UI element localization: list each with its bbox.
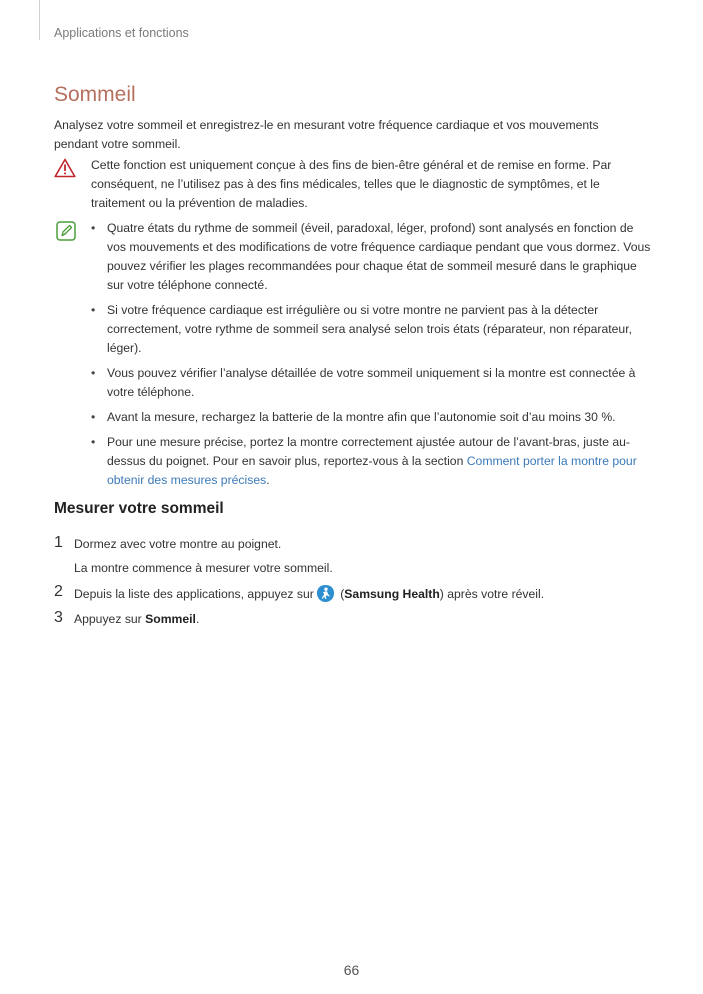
warning-triangle-icon [54, 158, 76, 178]
warning-text: Cette fonction est uniquement conçue à des fins de bien-être général et de remise en forme. Par conséquent, ne l’utilisez pas à des fins médicales, telles que le diagnostic de symptômes, et le traitement ou la prévention de maladies. [91, 158, 612, 210]
note-item-end: . [266, 473, 270, 487]
note-item-text: Pour une mesure précise, portez la montre correctement ajustée autour de l’avant-bras, juste au-dessus du poignet. Pour en savoir plus, reportez-vous à la section [107, 435, 630, 468]
header-section: Applications et fonctions [54, 26, 189, 40]
step-number: 3 [54, 609, 63, 626]
step-text: ( [336, 587, 345, 601]
header-rule [39, 0, 40, 40]
step-1 [54, 535, 654, 578]
step-text-end: ) après votre réveil. [439, 587, 545, 601]
page-title: Sommeil [54, 83, 136, 106]
step-3 [54, 610, 654, 629]
note-item: • Si votre fréquence cardiaque est irrégulière ou si votre montre ne parvient pas à la détecter correctement, votre rythme de sommeil sera analysé selon trois états (réparateur, non réparateur, léger). [91, 301, 654, 358]
notes-list [54, 219, 654, 490]
step-subtext: La montre commence à mesurer votre sommeil. [74, 561, 333, 575]
warning-block [54, 156, 649, 213]
note-pencil-icon [56, 221, 76, 241]
step-text: Depuis la liste des applications, appuyez sur [74, 587, 314, 601]
step-text: Appuyez sur [74, 612, 146, 626]
subsection-title: Mesurer votre sommeil [54, 500, 224, 517]
note-item: • Vous pouvez vérifier l’analyse détaillée de votre sommeil uniquement si la montre est connectée à votre téléphone. [91, 364, 654, 402]
note-item: • Quatre états du rythme de sommeil (éveil, paradoxal, léger, profond) sont analysés en fonction de vos mouvements et des modifications de votre fréquence cardiaque pendant que vous dormez. Vous pouvez vérifier les plages recommandées pour chaque état de sommeil mesuré dans le graphique sur votre téléphone connecté. [91, 219, 654, 295]
step-text-end: . [195, 612, 200, 626]
note-block [54, 219, 654, 496]
page-number: 66 [343, 962, 360, 978]
step-number: 1 [54, 534, 63, 551]
steps-list [54, 535, 654, 635]
wear-watch-link[interactable]: Comment porter la montre pour obtenir des mesures précises [107, 454, 637, 487]
intro-paragraph: Analysez votre sommeil et enregistrez-le en mesurant votre fréquence cardiaque et vos mouvements pendant votre sommeil. [54, 118, 599, 151]
step-text: Dormez avec votre montre au poignet. [74, 537, 282, 551]
samsung-health-label: Samsung Health [344, 587, 440, 601]
step-2 [54, 584, 654, 604]
step-number: 2 [54, 583, 63, 600]
samsung-health-icon [316, 584, 335, 603]
sleep-label: Sommeil [145, 612, 196, 626]
note-item [91, 433, 654, 490]
note-item: • Avant la mesure, rechargez la batterie de la montre afin que l’autonomie soit d’au moins 30 %. [91, 408, 654, 427]
